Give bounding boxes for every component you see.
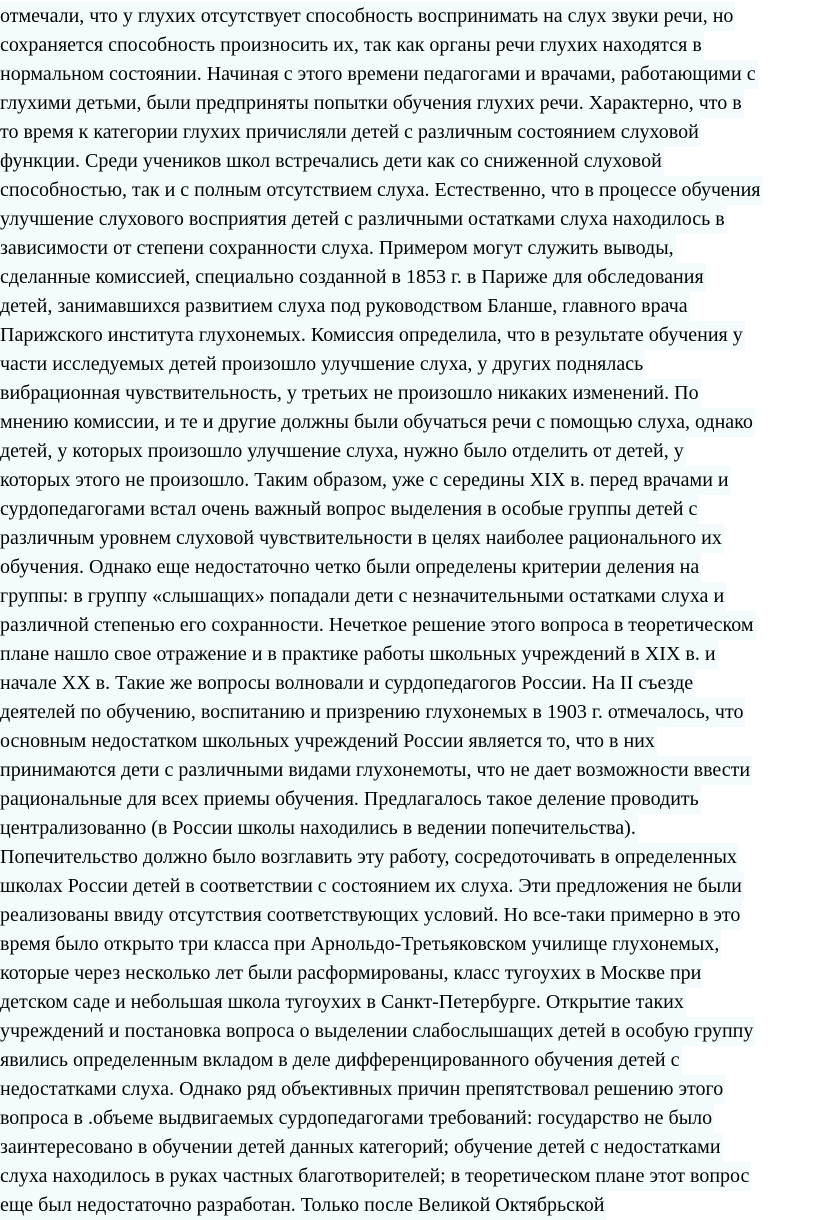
text-line: заинтересовано в обучении детей данных категорий; обучение детей с недостатками <box>0 1133 723 1162</box>
text-line: плане нашло свое отражение и в практике работы школьных учреждений в XIX в. и <box>0 640 718 669</box>
text-line: детей, у которых произошло улучшение слуха, нужно было отделить от детей, у <box>0 437 686 466</box>
text-line: слуха находилось в руках частных благотворителей; в теоретическом плане этот вопрос <box>0 1162 751 1191</box>
text-line: функции. Среди учеников школ встречались дети как со сниженной слуховой <box>0 147 664 176</box>
text-line: время было открыто три класса при Арнольдо-Третьяковском училище глухонемых, <box>0 930 721 959</box>
text-line: различной степенью его сохранности. Нечеткое решение этого вопроса в теоретическом <box>0 611 756 640</box>
text-line: вибрационная чувствительность, у третьих не произошло никаких изменений. По <box>0 379 701 408</box>
text-line: мнению комиссии, и те и другие должны были обучаться речи с помощью слуха, однако <box>0 408 755 437</box>
text-line: группы: в группу «слышащих» попадали дети с незначительными остатками слуха и <box>0 582 726 611</box>
text-line: начале XX в. Такие же вопросы волновали и сурдопедагогов России. На II съезде <box>0 669 695 698</box>
text-line: Парижского института глухонемых. Комиссия определила, что в результате обучения у <box>0 321 745 350</box>
text-line: которые через несколько лет были расформированы, класс тугоухих в Москве при <box>0 959 703 988</box>
text-line: Попечительство должно было возглавить эту работу, сосредоточивать в определенных <box>0 843 739 872</box>
text-line: детей, занимавшихся развитием слуха под руководством Бланше, главного врача <box>0 292 690 321</box>
body-text <box>0 2 816 1220</box>
text-line: рациональные для всех приемы обучения. Предлагалось такое деление проводить <box>0 785 701 814</box>
text-line: централизованно (в России школы находились в ведении попечительства). <box>0 814 638 843</box>
text-line: реализованы ввиду отсутствия соответствующих условий. Но все-таки примерно в это <box>0 901 742 930</box>
text-line: то время к категории глухих причисляли детей с различным состоянием слуховой <box>0 118 701 147</box>
text-line: явились определенным вкладом в деле дифференцированного обучения детей с <box>0 1046 682 1075</box>
text-line: деятелей по обучению, воспитанию и призрению глухонемых в 1903 г. отмечалось, что <box>0 698 745 727</box>
text-line: школах России детей в соответствии с состоянием их слуха. Эти предложения не были <box>0 872 744 901</box>
text-line: обучения. Однако еще недостаточно четко были определены критерии деления на <box>0 553 701 582</box>
text-line: нормальном состоянии. Начиная с этого времени педагогами и врачами, работающими с <box>0 60 758 89</box>
text-line: недостатками слуха. Однако ряд объективных причин препятствовал решению этого <box>0 1075 725 1104</box>
text-line: способностью, так и с полным отсутствием слуха. Естественно, что в процессе обучения <box>0 176 763 205</box>
text-line: различным уровнем слуховой чувствительности в целях наиболее рационального их <box>0 524 724 553</box>
text-line: глухими детьми, были предприняты попытки обучения глухих речи. Характерно, что в <box>0 89 744 118</box>
text-line: еще был недостаточно разработан. Только после Великой Октябрьской <box>0 1191 606 1220</box>
text-line: части исследуемых детей произошло улучшение слуха, у других поднялась <box>0 350 645 379</box>
text-line: сурдопедагогами встал очень важный вопрос выделения в особые группы детей с <box>0 495 699 524</box>
text-line: зависимости от степени сохранности слуха. Примером могут служить выводы, <box>0 234 676 263</box>
text-line: сделанные комиссией, специально созданной в 1853 г. в Париже для обследования <box>0 263 706 292</box>
text-line: учреждений и постановка вопроса о выделении слабослышащих детей в особую группу <box>0 1017 755 1046</box>
text-line: детском саде и небольшая школа тугоухих в Санкт-Петербурге. Открытие таких <box>0 988 686 1017</box>
text-line: отмечали, что у глухих отсутствует способность воспринимать на слух звуки речи, но <box>0 2 735 31</box>
text-line: принимаются дети с различными видами глухонемоты, что не дает возможности ввести <box>0 756 752 785</box>
text-line: основным недостатком школьных учреждений России является то, что в них <box>0 727 657 756</box>
text-line: вопроса в .объеме выдвигаемых сурдопедагогами требований: государство не было <box>0 1104 714 1133</box>
text-line: улучшение слухового восприятия детей с различными остатками слуха находилось в <box>0 205 727 234</box>
text-line: которых этого не произошло. Таким образом, уже с середины XIX в. перед врачами и <box>0 466 731 495</box>
text-line: сохраняется способность произносить их, так как органы речи глухих находятся в <box>0 31 704 60</box>
